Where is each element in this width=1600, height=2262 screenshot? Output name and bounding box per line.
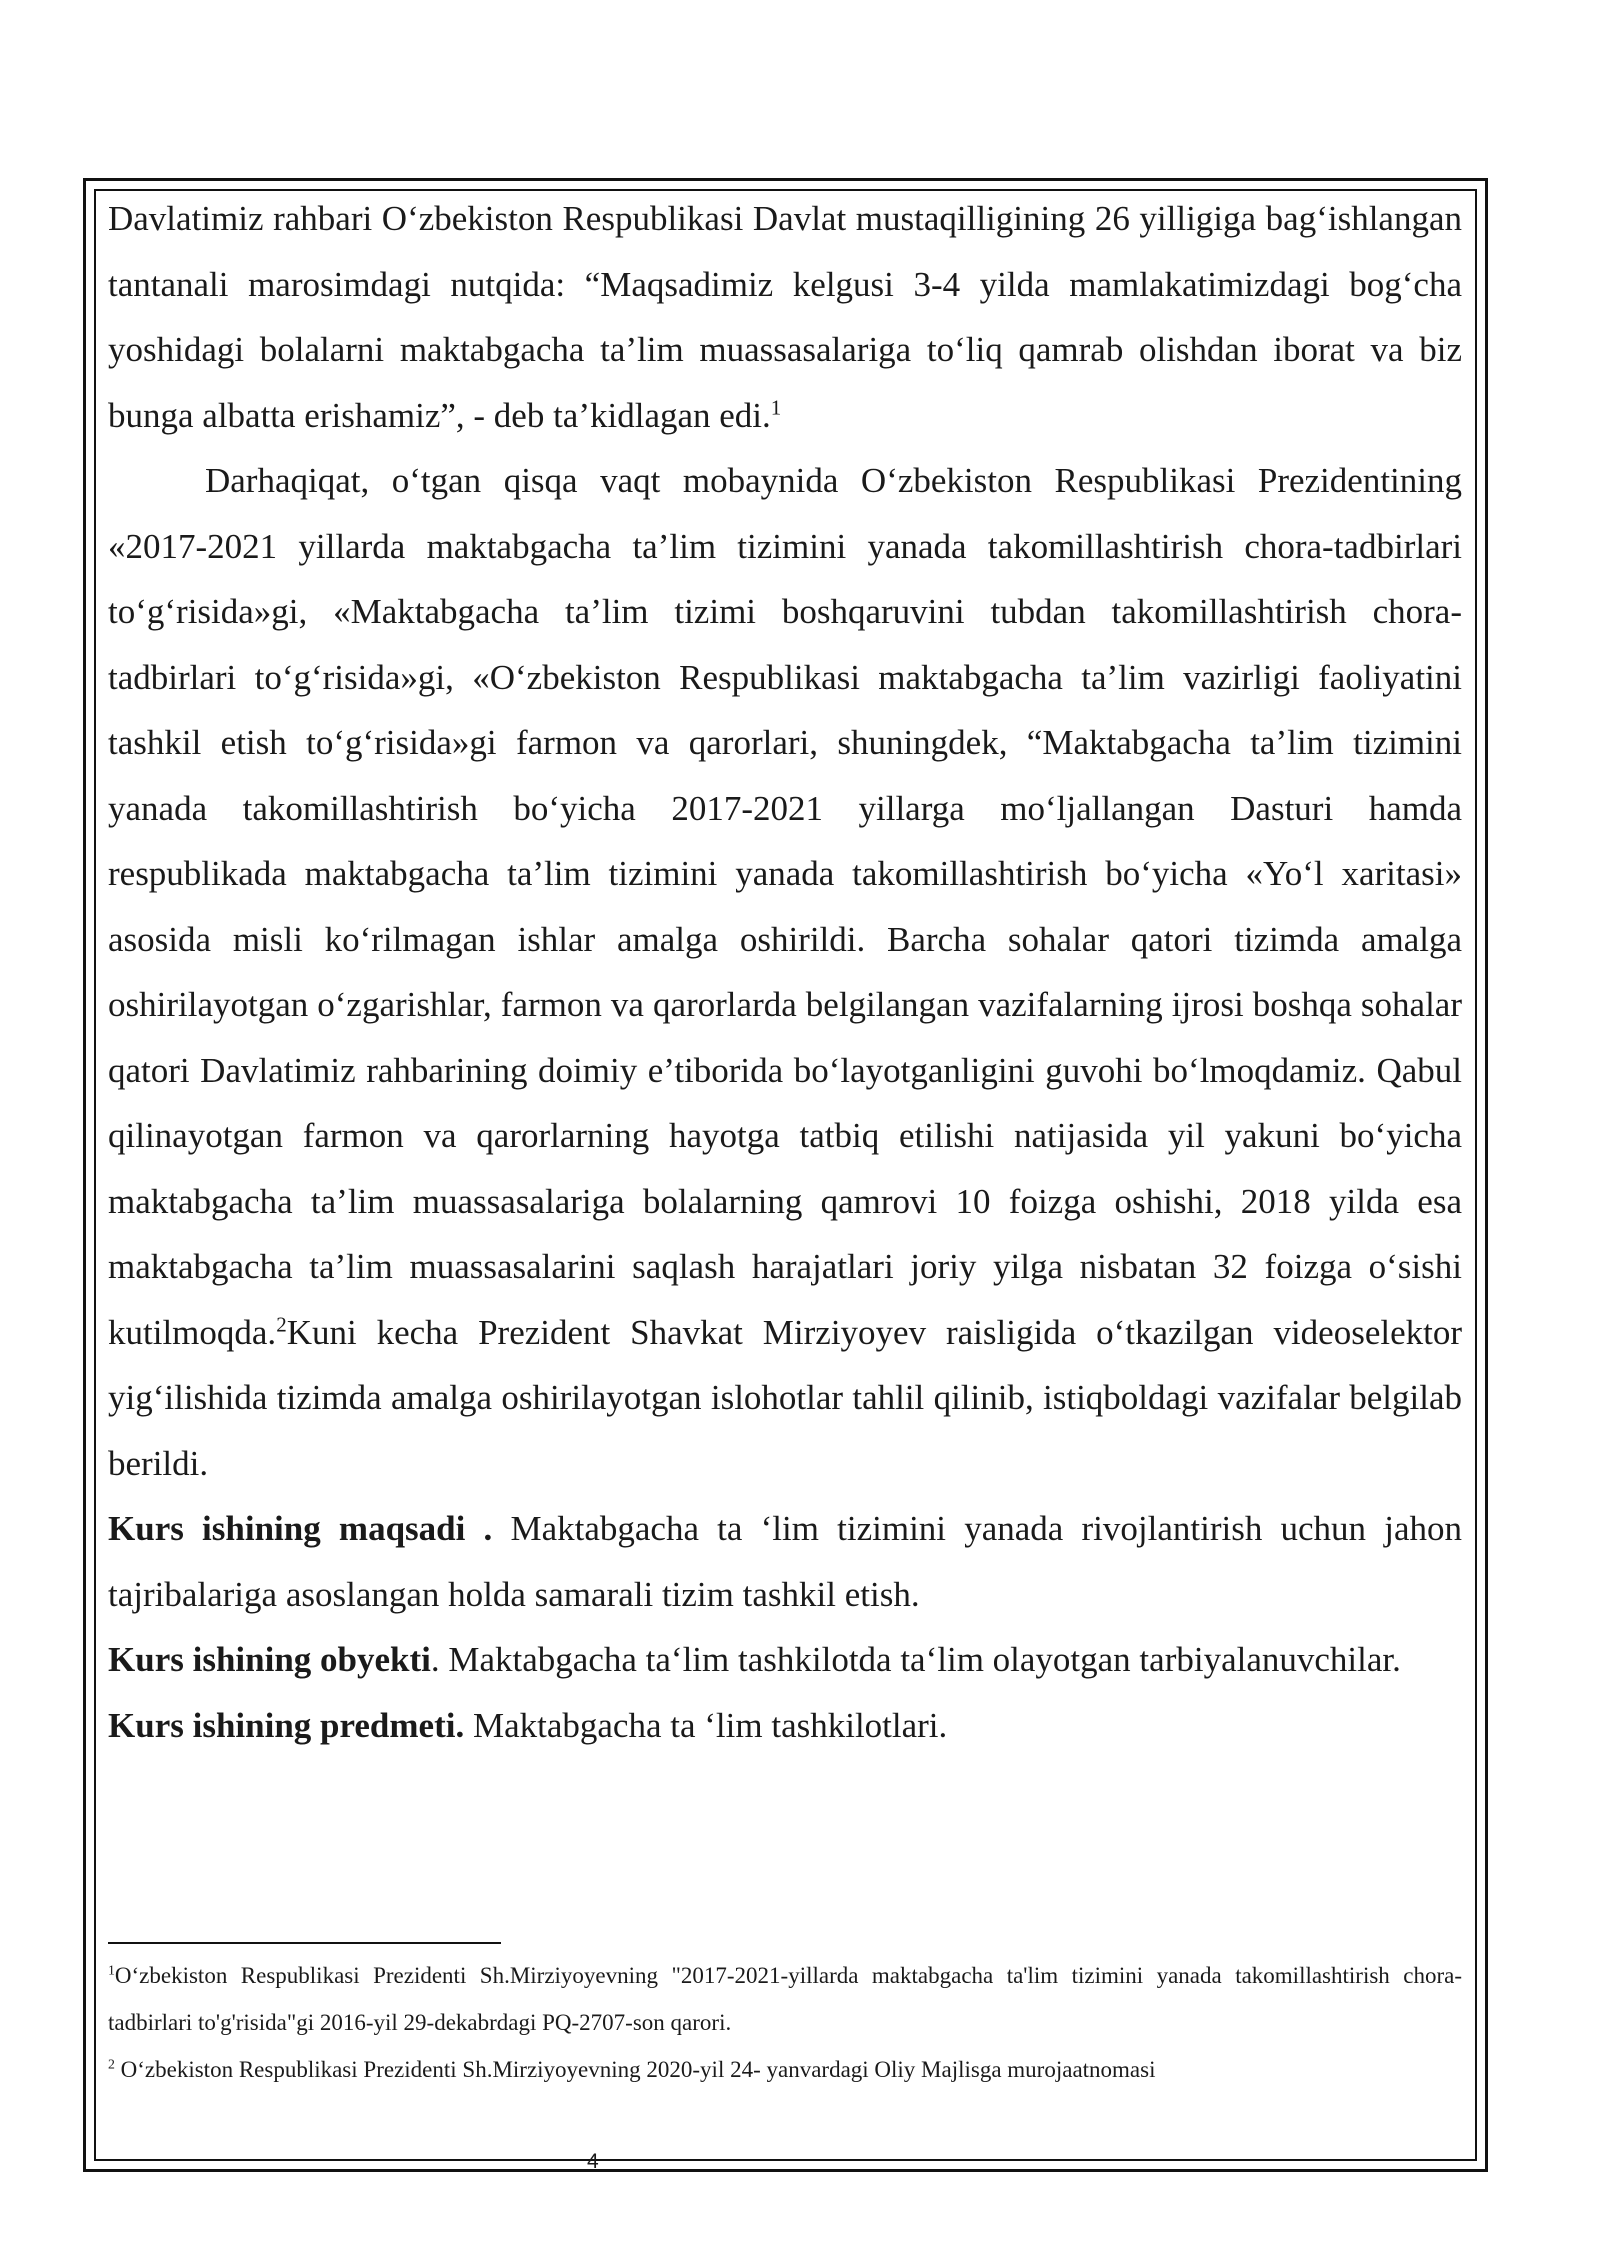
section-heading: Kurs ishining predmeti. [108, 1705, 465, 1745]
section-heading: Kurs ishining maqsadi . [108, 1509, 493, 1548]
paragraph-text: Darhaqiqat, o‘tgan qisqa vaqt mobaynida O‘zbekiston Respublikasi Prezidentining «2017-2021 yillarda maktabgacha ta’lim tizimini yanada takomillashtirish chora-tadbirlari to‘g‘risida»gi, «Maktabgacha ta’lim tizimi boshqaruvini tubdan takomillashtirish chora-tadbirlari to‘g‘risida»gi, «O‘zbekiston Respublikasi maktabgacha ta’lim vazirligi faoliyatini tashkil etish to‘g‘risida»gi farmon va qarorlari, shuningdek, “Maktabgacha ta’lim tizimini yanada takomillashtirish bo‘yicha 2017-2021 yillarga mo‘ljallangan Dasturi hamda respublikada maktabgacha ta’lim tizimini yanada takomillashtirish bo‘yicha «Yo‘l xaritasi» asosida misli ko‘rilmagan ishlar amalga oshirildi. Barcha sohalar qatori tizimda amalga oshirilayotgan o‘zgarishlar, farmon va qarorlarda belgilangan vazifalarning ijrosi boshqa sohalar qatori Davlatimiz rahbarining doimiy e’tiborida bo‘layotganligini guvohi bo‘lmoqdamiz. Qabul qilinayotgan farmon va qarorlarning hayotga tatbiq etilishi natijasida yil yakuni bo‘yicha maktabgacha ta’lim muassasalariga bolalarning qamrovi 10 foizga oshishi, 2018 yilda esa maktabgacha ta’lim muassasalarini saqlash harajatlari joriy yilga nisbatan 32 foizga o‘sishi kutilmoqda. [108, 461, 1462, 1352]
page-number: 4 [587, 2150, 599, 2173]
footnote-text: O‘zbekiston Respublikasi Prezidenti Sh.Mirziyoyevning "2017-2021-yillarda maktabgacha ta'lim tizimini yanada takomillashtirish chora-tadbirlari to'g'risida"gi 2016-yil 29-dekabrdagi PQ-2707-son qarori. [108, 1963, 1462, 2035]
footnote-ref: 1 [770, 394, 782, 419]
paragraph-reforms [108, 448, 1462, 1496]
section-object [108, 1627, 1462, 1693]
page-body [108, 186, 1462, 1758]
footnotes [108, 1952, 1462, 2093]
footnote-text: O‘zbekiston Respublikasi Prezidenti Sh.Mirziyoyevning 2020-yil 24- yanvardagi Oliy Majlisga murojaatnomasi [114, 2057, 1156, 2082]
section-goal [108, 1496, 1462, 1627]
paragraph-text-continued: Kuni kecha Prezident Shavkat Mirziyoyev raisligida o‘tkazilgan videoselektor yig‘ilishida tizimda amalga oshirilayotgan islohotlar tahlil qilinib, istiqboldagi vazifalar belgilab berildi. [108, 1312, 1462, 1483]
footnote-divider [108, 1942, 501, 1944]
footnote-2 [108, 2046, 1462, 2093]
paragraph-quote [108, 186, 1462, 448]
section-text: Maktabgacha ta ‘lim tizimini yanada rivojlantirish uchun jahon tajribalariga asoslangan holda samarali tizim tashkil etish. [108, 1509, 1462, 1614]
section-subject [108, 1693, 1462, 1759]
footnote-1 [108, 1952, 1462, 2046]
footnote-mark: 1 [108, 1962, 115, 1978]
paragraph-text: Davlatimiz rahbari O‘zbekiston Respublikasi Davlat mustaqilligining 26 yilligiga bag‘ishlangan tantanali marosimdagi nutqida: “Maqsadimiz kelgusi 3-4 yilda mamlakatimizdagi bog‘cha yoshidagi bolalarni maktabgacha ta’lim muassasalariga to‘liq qamrab olishdan iborat va biz bunga albatta erishamiz”, - deb ta’kidlagan edi. [108, 199, 1462, 435]
section-text: . Maktabgacha ta‘lim tashkilotda ta‘lim olayotgan tarbiyalanuvchilar. [430, 1640, 1401, 1679]
section-text: Maktabgacha ta ‘lim tashkilotlari. [464, 1705, 948, 1745]
section-heading: Kurs ishining obyekti [108, 1640, 431, 1679]
footnote-ref: 2 [276, 1311, 287, 1336]
footnote-mark: 2 [108, 2056, 115, 2072]
